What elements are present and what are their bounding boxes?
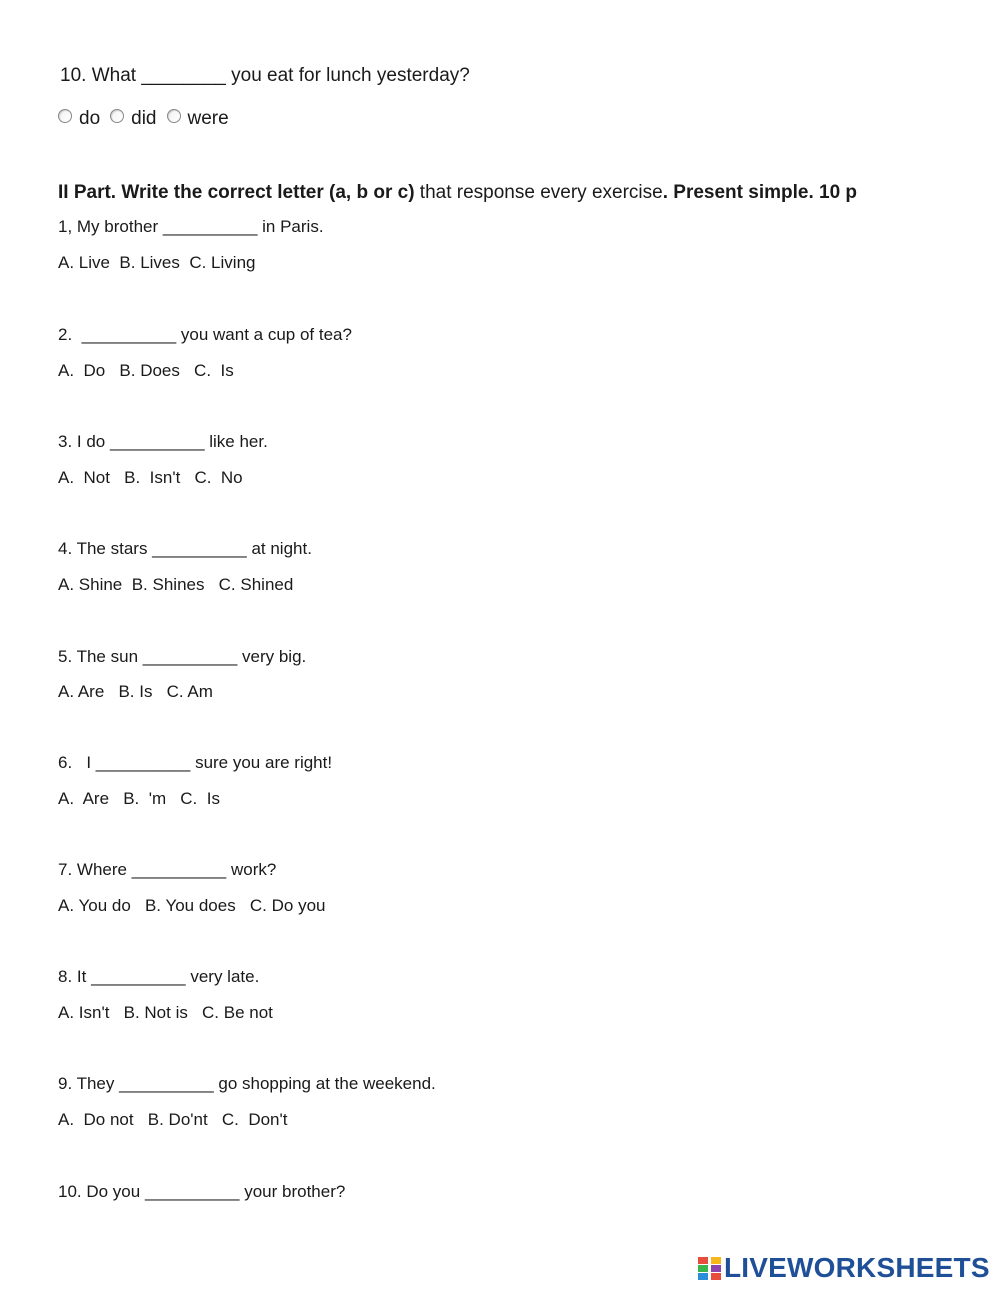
question-3-options: A. Not B. Isn't C. No xyxy=(58,468,243,487)
option-label-were: were xyxy=(187,108,229,129)
question-9-text: 9. They __________ go shopping at the weekend. xyxy=(58,1074,436,1093)
question-10-text: 10. Do you __________ your brother? xyxy=(58,1182,346,1201)
option-were[interactable] xyxy=(167,108,229,130)
question-6-text: 6. I __________ sure you are right! xyxy=(58,753,333,772)
logo-mark-icon-2 xyxy=(711,1257,721,1280)
question-2-text: 2. __________ you want a cup of tea? xyxy=(58,325,352,344)
part-2-heading-normal: that response every exercise xyxy=(414,182,663,203)
question-10-options xyxy=(58,108,239,130)
option-label-did: did xyxy=(131,108,157,129)
option-label-do: do xyxy=(79,108,101,129)
question-7-options: A. You do B. You does C. Do you xyxy=(58,896,326,915)
liveworksheets-logo xyxy=(698,1252,990,1284)
question-5-options: A. Are B. Is C. Am xyxy=(58,682,213,701)
logo-text: LIVEWORKSHEETS xyxy=(724,1252,990,1283)
question-5-text: 5. The sun __________ very big. xyxy=(58,647,307,666)
question-8-options: A. Isn't B. Not is C. Be not xyxy=(58,1003,273,1022)
question-1-text: 1, My brother __________ in Paris. xyxy=(58,217,324,236)
question-6-options: A. Are B. 'm C. Is xyxy=(58,789,220,808)
question-7-text: 7. Where __________ work? xyxy=(58,860,277,879)
question-3-text: 3. I do __________ like her. xyxy=(58,432,268,451)
part-2-heading-bold-2: . Present simple. 10 p xyxy=(662,182,858,203)
option-do[interactable] xyxy=(58,108,100,130)
question-8-text: 8. It __________ very late. xyxy=(58,967,260,986)
question-2-options: A. Do B. Does C. Is xyxy=(58,361,234,380)
question-9-options: A. Do not B. Do'nt C. Don't xyxy=(58,1110,288,1129)
radio-button-did[interactable] xyxy=(110,109,124,123)
question-10-prompt: 10. What ________ you eat for lunch yesterday? xyxy=(60,65,470,86)
radio-button-do[interactable] xyxy=(58,109,72,123)
question-1-options: A. Live B. Lives C. Living xyxy=(58,253,256,272)
part-2-heading xyxy=(58,182,857,204)
part-2-heading-bold-1: II Part. Write the correct letter (a, b or c) xyxy=(58,182,415,203)
question-4-text: 4. The stars __________ at night. xyxy=(58,539,312,558)
question-4-options: A. Shine B. Shines C. Shined xyxy=(58,575,294,594)
radio-button-were[interactable] xyxy=(167,109,181,123)
logo-mark-icon xyxy=(698,1257,708,1280)
option-did[interactable] xyxy=(110,108,156,130)
